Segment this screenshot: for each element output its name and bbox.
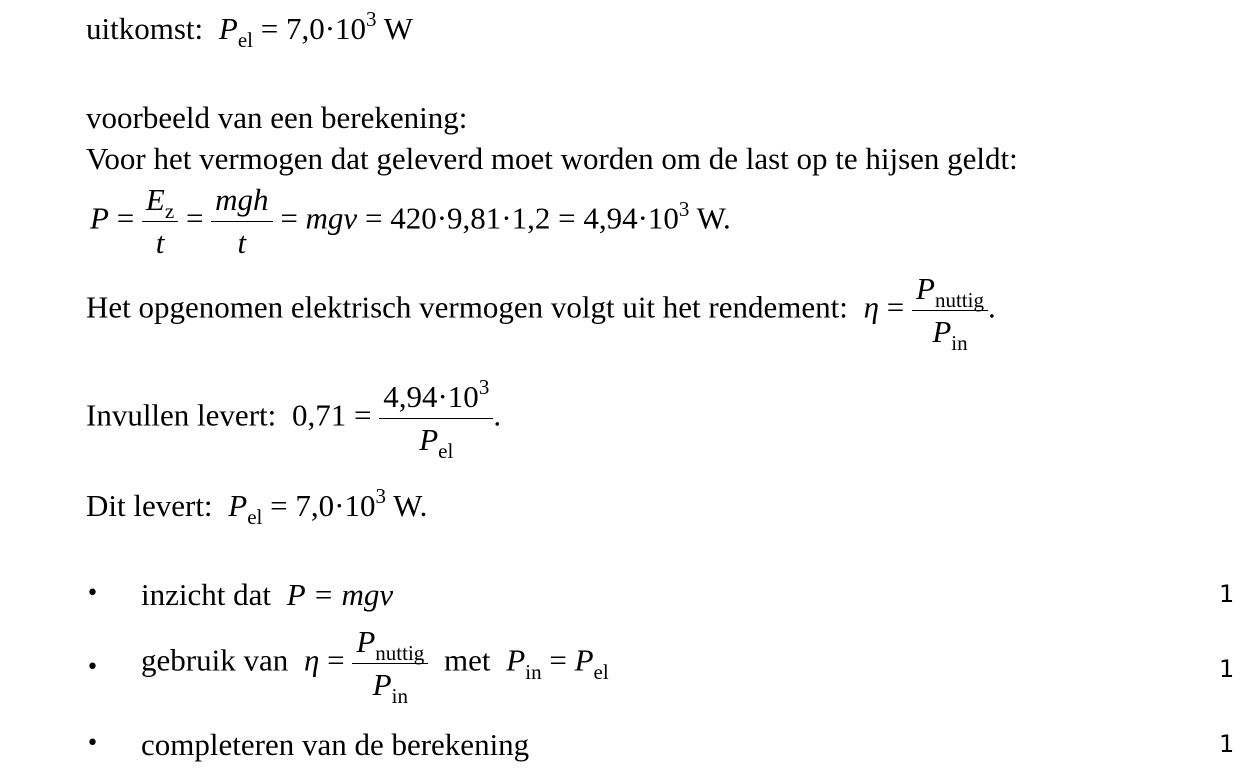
eq1-equals: =: [116, 200, 135, 236]
result-line: Dit levert: $P_{el} = 7,0\cdot 10^3$ W.: [86, 484, 428, 529]
criterion-2-eq: =: [549, 642, 567, 678]
outcome-label: uitkomst:: [86, 11, 204, 46]
efficiency-text: Het opgenomen elektrisch vermogen volgt uit het rendement:: [86, 289, 848, 325]
result-sub: el: [247, 505, 263, 529]
fill-fraction: [379, 375, 493, 464]
fill-period: .: [493, 397, 502, 433]
substitution-line: Invullen levert: 0,71 = $\frac{4,94\cdot 10^3}{P_{el}}$ .: [86, 375, 502, 464]
criterion-2-num-sub: nuttig: [375, 641, 425, 665]
fill-num: 4,94·10: [383, 379, 479, 414]
eq1-f1-den: t: [155, 225, 165, 261]
criterion-2-score: 1: [1219, 655, 1235, 683]
criterion-2-num: P: [356, 624, 376, 659]
outcome-unit: W: [383, 11, 414, 46]
criterion-2-p2-sub: el: [593, 659, 609, 684]
outcome-symbol: P: [218, 11, 238, 46]
result-unit: W.: [393, 488, 428, 523]
outcome-subscript: el: [237, 28, 253, 52]
eff-den: P: [932, 314, 952, 350]
eq1-f1-num-sub: z: [164, 199, 175, 223]
eq1-equals-4: =: [364, 200, 383, 236]
outcome-exponent: 3: [366, 7, 377, 31]
criterion-2-den: P: [372, 667, 392, 703]
eq1-equals-3: =: [280, 200, 298, 236]
criterion-2-mid: met: [444, 642, 491, 678]
criterion-2-p: P: [506, 642, 526, 678]
fill-lhs: 0,71: [292, 397, 347, 433]
eta-symbol: η: [863, 289, 880, 325]
criterion-2-den-sub: in: [391, 684, 408, 709]
outcome-equals: =: [260, 11, 279, 46]
efficiency-fraction: [912, 271, 988, 356]
criterion-1-text: inzicht dat: [141, 577, 271, 612]
example-heading: voorbeeld van een berekening:: [86, 100, 468, 135]
criterion-2: gebruik van η = $\frac{P_{nuttig}}{P_{in}}$ met $P_{in} = P_{el}$: [141, 624, 609, 709]
outcome-dot: ·: [324, 11, 336, 46]
power-equation: [90, 183, 731, 260]
example-intro: Voor het vermogen dat geleverd moet worden om de last op te hijsen geldt:: [86, 141, 1018, 176]
fill-num-exp: 3: [478, 375, 490, 399]
criterion-2-p-sub: in: [525, 659, 542, 684]
eq1-unit: W.: [696, 200, 731, 236]
criterion-3-bullet: •: [86, 731, 99, 756]
fill-label: Invullen levert:: [86, 397, 277, 433]
eq1-f2-den: t: [237, 225, 247, 261]
fill-den-sub: el: [438, 439, 454, 464]
criterion-1: [141, 579, 393, 610]
criterion-2-bullet: •: [86, 655, 99, 680]
criterion-3-score: 1: [1219, 730, 1235, 758]
criterion-2-text: gebruik van: [141, 642, 289, 678]
eq1-result: 4,94·10: [583, 200, 679, 236]
eq1-fraction-mgh-over-t: [211, 183, 272, 260]
eff-num: P: [916, 271, 935, 306]
criterion-2-p2: P: [574, 642, 594, 678]
criterion-1-score: 1: [1219, 580, 1235, 608]
result-value: 7,0·10: [295, 488, 376, 523]
eq1-equals-5: =: [558, 200, 576, 236]
eq1-result-exp: 3: [678, 196, 690, 221]
fill-den: P: [419, 422, 439, 458]
efficiency-period: .: [987, 289, 996, 325]
outcome-mantissa: 7,0: [285, 11, 325, 46]
eq1-fraction-ez-over-t: [142, 183, 178, 260]
outcome-line: [86, 7, 414, 52]
result-exp: 3: [375, 484, 386, 508]
eff-num-sub: nuttig: [934, 288, 984, 312]
criterion-3-text: completeren van de berekening: [141, 727, 530, 762]
criterion-2-eta: η: [303, 642, 320, 678]
eq1-f1-num: E: [145, 182, 165, 217]
eff-den-sub: in: [951, 331, 968, 356]
efficiency-line: Het opgenomen elektrisch vermogen volgt uit het rendement: η = $\frac{P_{nuttig}}{P_{in}}$ .: [86, 271, 996, 356]
result-symbol: P: [228, 488, 248, 523]
result-label: Dit levert:: [86, 488, 213, 523]
criterion-1-bullet: •: [86, 581, 99, 606]
eq1-lhs: P: [90, 200, 109, 236]
criterion-1-math: P = mgv: [286, 577, 394, 612]
eq1-calc: 420·9,81·1,2: [390, 200, 551, 236]
outcome-base: 10: [335, 11, 367, 46]
eq1-mgv: mgv: [305, 200, 358, 236]
eq1-f2-num: mgh: [211, 183, 272, 222]
eq1-equals-2: =: [185, 200, 204, 236]
criterion-2-fraction: [352, 624, 428, 709]
